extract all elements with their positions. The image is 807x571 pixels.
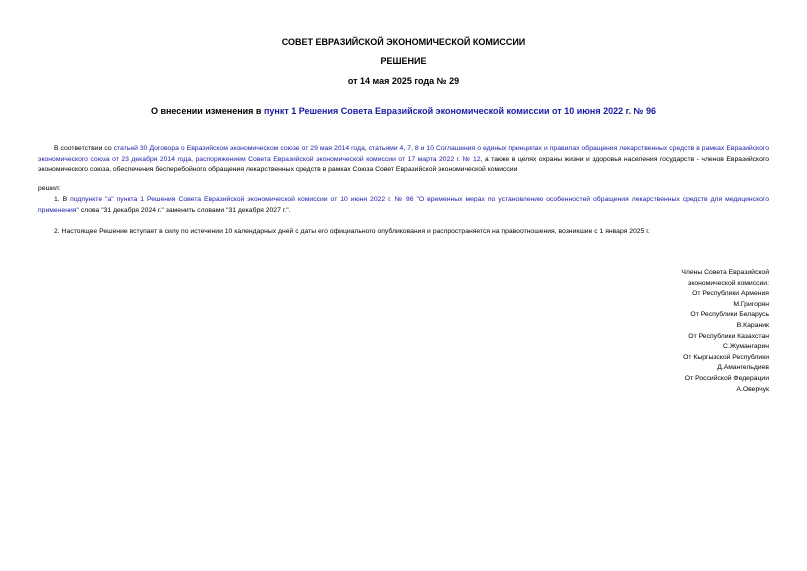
preamble-text-2: ,: [364, 145, 369, 152]
signature-country-kazakhstan: От Республики Казахстан: [688, 332, 769, 340]
item-1-text-2: слова "31 декабря 2024 г." заменить словами "31 декабря 2027 г.".: [78, 206, 291, 214]
link-treaty-article-30[interactable]: статьей 30 Договора о Евразийском экономическом союзе от 29 мая 2014 года: [113, 145, 365, 152]
link-decision-96-subitem[interactable]: подпункте "а" пункта 1 Решения Совета Евразийской экономической комиссии от 10 июня 2022 г. № 96 "О временных мерах по установлению особенностей обращения лекарственных средств для медицинского применения": [38, 196, 770, 214]
signature-country-belarus: От Республики Беларусь: [690, 311, 769, 319]
preamble-paragraph: [38, 144, 769, 176]
item-1-paragraph: [38, 195, 769, 216]
signature-country-russia: От Российской Федерации: [684, 374, 769, 382]
signatures-heading-line2: экономической комиссии:: [687, 279, 769, 287]
signature-name-kazakhstan: С.Жумангарин: [723, 343, 769, 351]
item-1-text-1: 1. В: [54, 196, 71, 203]
link-council-order[interactable]: распоряжением Совета Евразийской экономической комиссии от 17 марта 2022 г. № 12: [195, 155, 481, 163]
item-2-paragraph: 2. Настоящее Решение вступает в силу по истечении 10 календарных дней с даты его официального опубликования и распространяется на правоотношения, возникшие с 1 января 2025 г.: [54, 228, 650, 235]
signature-name-russia: А.Оверчук: [736, 385, 769, 393]
subject-link[interactable]: пункт 1 Решения Совета Евразийской экономической комиссии от 10 июня 2022 г. № 96: [263, 106, 657, 116]
document-subject: [0, 106, 807, 116]
signature-country-kyrgyzstan: От Кыргызской Республики: [683, 353, 769, 361]
preamble-text-1: В соответствии со: [54, 145, 114, 152]
signatures-heading-line1: Члены Совета Евразийской: [681, 269, 769, 276]
signatures-block: [569, 268, 769, 395]
signature-name-kyrgyzstan: Д.Амангельдиев: [717, 364, 769, 372]
preamble-text-3: ,: [191, 155, 196, 163]
document-kind: РЕШЕНИЕ: [380, 56, 427, 66]
preamble-text-4: , а также в целях охраны жизни и здоровья населения государств - членов Евразийского экономического союза, обеспечения бесперебойного обращения лекарственных средств в рамках Союза Совет Евразийской экономической комиссии: [38, 155, 769, 173]
signature-name-armenia: М.Григорян: [733, 300, 769, 308]
signature-country-armenia: От Республики Армения: [692, 290, 769, 298]
link-agreement-articles[interactable]: статьями 4, 7, 8 и 10 Соглашения о единых принципах и правилах обращения лекарственных средств в рамках Евразийского экономического союза от 23 декабря 2014 года: [38, 145, 769, 163]
organization-title: СОВЕТ ЕВРАЗИЙСКОЙ ЭКОНОМИЧЕСКОЙ КОМИССИИ: [281, 37, 526, 47]
signature-name-belarus: В.Караник: [736, 321, 769, 329]
decided-label: решил:: [38, 185, 61, 192]
document-date-number: от 14 мая 2025 года № 29: [347, 76, 460, 86]
subject-prefix: О внесении изменения в: [150, 106, 264, 116]
